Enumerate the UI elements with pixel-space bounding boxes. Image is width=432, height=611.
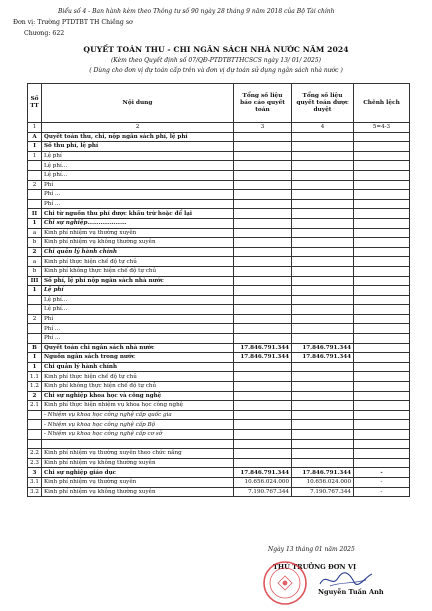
- row-stt: B: [28, 343, 42, 353]
- row-reported-value: 17.846.791.344: [234, 468, 292, 478]
- row-content: Kinh phí thực hiện nhiệm vụ khoa học công nghệ: [42, 401, 234, 411]
- row-approved-value: [292, 334, 354, 344]
- row-difference: [354, 449, 410, 459]
- row-reported-value: [234, 266, 292, 276]
- row-content: Nguồn ngân sách trong nước: [42, 353, 234, 363]
- row-reported-value: [234, 420, 292, 430]
- row-approved-value: [292, 324, 354, 334]
- row-content: Phí …: [42, 190, 234, 200]
- row-approved-value: [292, 218, 354, 228]
- table-row: [28, 199, 410, 209]
- col-number: 1: [28, 123, 42, 133]
- row-difference: [354, 420, 410, 430]
- row-difference: [354, 430, 410, 440]
- row-content: Chi sự nghiệp giáo dục: [42, 468, 234, 478]
- table-row: [28, 209, 410, 219]
- row-approved-value: [292, 295, 354, 305]
- row-approved-value: [292, 391, 354, 401]
- row-content: Kinh phí nhiệm vụ thường xuyên theo chức năng: [42, 449, 234, 459]
- row-reported-value: [234, 238, 292, 248]
- row-approved-value: [292, 439, 354, 449]
- row-approved-value: [292, 372, 354, 382]
- row-content: Kinh phí không thực hiện chế độ tự chủ: [42, 266, 234, 276]
- row-difference: [354, 372, 410, 382]
- row-reported-value: [234, 132, 292, 142]
- row-approved-value: [292, 209, 354, 219]
- header-content: Nội dung: [42, 84, 234, 123]
- row-difference: [354, 286, 410, 296]
- row-approved-value: [292, 151, 354, 161]
- table-row: [28, 247, 410, 257]
- row-stt: 1: [28, 218, 42, 228]
- row-reported-value: [234, 401, 292, 411]
- row-stt: [28, 439, 42, 449]
- row-approved-value: [292, 161, 354, 171]
- row-approved-value: 17.846.791.344: [292, 468, 354, 478]
- row-approved-value: [292, 180, 354, 190]
- row-reported-value: [234, 314, 292, 324]
- row-content: Kinh phí nhiệm vụ thường xuyên: [42, 228, 234, 238]
- row-difference: [354, 314, 410, 324]
- row-reported-value: [234, 151, 292, 161]
- row-difference: [354, 410, 410, 420]
- row-difference: -: [354, 477, 410, 487]
- row-reported-value: [234, 458, 292, 468]
- row-stt: b: [28, 266, 42, 276]
- row-reported-value: [234, 334, 292, 344]
- row-difference: -: [354, 487, 410, 497]
- row-stt: [28, 199, 42, 209]
- row-content: Số phí, lệ phí nộp ngân sách nhà nước: [42, 276, 234, 286]
- row-stt: [28, 420, 42, 430]
- row-difference: [354, 305, 410, 315]
- row-reported-value: 17.846.791.344: [234, 343, 292, 353]
- row-difference: [354, 218, 410, 228]
- table-row: [28, 372, 410, 382]
- row-content: Lệ phí…: [42, 295, 234, 305]
- row-content: Kinh phí nhiệm vụ không thường xuyên: [42, 238, 234, 248]
- row-approved-value: [292, 382, 354, 392]
- row-approved-value: [292, 276, 354, 286]
- row-stt: A: [28, 132, 42, 142]
- row-difference: [354, 170, 410, 180]
- row-approved-value: [292, 199, 354, 209]
- row-approved-value: [292, 257, 354, 267]
- row-content: Lệ phí…: [42, 170, 234, 180]
- row-reported-value: 10.656.024.000: [234, 477, 292, 487]
- row-difference: [354, 199, 410, 209]
- table-row: [28, 170, 410, 180]
- row-content: Chi từ nguồn thu phí được khấu trừ hoặc để lại: [42, 209, 234, 219]
- table-header-row: [28, 84, 410, 123]
- row-stt: 2.2: [28, 449, 42, 459]
- table-row: [28, 401, 410, 411]
- row-stt: 2: [28, 314, 42, 324]
- row-approved-value: [292, 170, 354, 180]
- row-stt: 3.1: [28, 477, 42, 487]
- row-difference: [354, 142, 410, 152]
- row-reported-value: [234, 449, 292, 459]
- row-reported-value: [234, 209, 292, 219]
- row-reported-value: [234, 170, 292, 180]
- row-content: Kinh phí thực hiện chế độ tự chủ: [42, 372, 234, 382]
- table-row: [28, 391, 410, 401]
- table-row: [28, 314, 410, 324]
- row-difference: [354, 343, 410, 353]
- row-reported-value: [234, 199, 292, 209]
- row-reported-value: [234, 228, 292, 238]
- table-row: [28, 276, 410, 286]
- row-content: Kinh phí không thực hiện chế độ tự chủ: [42, 382, 234, 392]
- table-row: [28, 190, 410, 200]
- row-difference: [354, 151, 410, 161]
- row-reported-value: [234, 247, 292, 257]
- row-content: Lệ phí: [42, 151, 234, 161]
- document-subtitle: (Kèm theo Quyết định số 07/QĐ-PTDTBTTHCSCS ngày 13/ 01/ 2025): [110, 57, 322, 64]
- row-stt: [28, 305, 42, 315]
- row-content: Phí …: [42, 334, 234, 344]
- document-title: QUYẾT TOÁN THU - CHI NGÂN SÁCH NHÀ NƯỚC NĂM 2024: [83, 45, 349, 54]
- table-row: [28, 343, 410, 353]
- row-approved-value: [292, 266, 354, 276]
- row-stt: a: [28, 257, 42, 267]
- table-row: [28, 324, 410, 334]
- row-approved-value: [292, 362, 354, 372]
- row-reported-value: [234, 430, 292, 440]
- table-row: [28, 362, 410, 372]
- row-stt: [28, 190, 42, 200]
- row-content: Chi quản lý hành chính: [42, 247, 234, 257]
- table-row: [28, 228, 410, 238]
- row-content: Số thu phí, lệ phí: [42, 142, 234, 152]
- row-content: Phí …: [42, 324, 234, 334]
- row-difference: [354, 276, 410, 286]
- row-content: Lệ phí…: [42, 305, 234, 315]
- row-content: Lệ phí: [42, 286, 234, 296]
- table-row: [28, 266, 410, 276]
- table-row: [28, 439, 410, 449]
- row-difference: [354, 266, 410, 276]
- header-difference: Chênh lệch: [354, 84, 410, 123]
- row-stt: 1: [28, 151, 42, 161]
- row-approved-value: [292, 430, 354, 440]
- table-row: [28, 468, 410, 478]
- row-difference: [354, 238, 410, 248]
- row-content: Chi sự nghiệp…………………: [42, 218, 234, 228]
- row-content: Chi sự nghiệp khoa học và công nghệ: [42, 391, 234, 401]
- row-approved-value: [292, 410, 354, 420]
- table-row: [28, 295, 410, 305]
- row-reported-value: [234, 362, 292, 372]
- row-reported-value: [234, 161, 292, 171]
- table-row: [28, 487, 410, 497]
- row-difference: [354, 190, 410, 200]
- signer-position: THỦ TRƯỞNG ĐƠN VỊ: [273, 563, 357, 571]
- row-content: - Nhiệm vụ khoa học công nghệ cấp quốc gia: [42, 410, 234, 420]
- row-stt: [28, 295, 42, 305]
- table-row: [28, 334, 410, 344]
- row-difference: [354, 362, 410, 372]
- table-body: [28, 123, 410, 497]
- row-stt: a: [28, 228, 42, 238]
- row-stt: III: [28, 276, 42, 286]
- row-difference: -: [354, 468, 410, 478]
- row-reported-value: [234, 372, 292, 382]
- official-seal: [262, 560, 308, 606]
- row-approved-value: [292, 238, 354, 248]
- row-content: Quyết toán thu, chi, nộp ngân sách phí, lệ phí: [42, 132, 234, 142]
- row-approved-value: [292, 142, 354, 152]
- row-stt: [28, 161, 42, 171]
- row-content: - Nhiệm vụ khoa học công nghệ cấp Bộ: [42, 420, 234, 430]
- row-difference: [354, 132, 410, 142]
- row-stt: 1: [28, 286, 42, 296]
- col-number: 3: [234, 123, 292, 133]
- row-reported-value: 17.846.791.344: [234, 353, 292, 363]
- row-reported-value: [234, 295, 292, 305]
- col-number: 5=4-3: [354, 123, 410, 133]
- row-content: Lệ phí…: [42, 161, 234, 171]
- row-content: Kinh phí nhiệm vụ thường xuyên: [42, 477, 234, 487]
- table-row: [28, 382, 410, 392]
- row-reported-value: [234, 305, 292, 315]
- form-reference-note: Biểu số 4 - Ban hành kèm theo Thông tư số 90 ngày 28 tháng 9 năm 2018 của Bộ Tài chính: [58, 8, 335, 15]
- row-reported-value: [234, 410, 292, 420]
- table-row: [28, 410, 410, 420]
- row-approved-value: [292, 132, 354, 142]
- row-content: Phí …: [42, 199, 234, 209]
- row-stt: 2: [28, 247, 42, 257]
- row-stt: 1.1: [28, 372, 42, 382]
- row-reported-value: [234, 382, 292, 392]
- header-stt: Số TT: [28, 84, 42, 123]
- row-content: Kinh phí nhiệm vụ không thường xuyên: [42, 458, 234, 468]
- table-row: [28, 180, 410, 190]
- row-difference: [354, 439, 410, 449]
- row-stt: 1: [28, 362, 42, 372]
- row-content: [42, 439, 234, 449]
- row-content: Phí: [42, 314, 234, 324]
- row-difference: [354, 209, 410, 219]
- column-number-row: [28, 123, 410, 133]
- row-reported-value: [234, 257, 292, 267]
- row-difference: [354, 382, 410, 392]
- row-difference: [354, 228, 410, 238]
- row-reported-value: [234, 142, 292, 152]
- handwritten-signature: [316, 570, 376, 590]
- row-approved-value: [292, 247, 354, 257]
- signature-date: Ngày 13 tháng 01 năm 2025: [268, 546, 355, 553]
- table-row: [28, 142, 410, 152]
- table-row: [28, 161, 410, 171]
- table-row: [28, 449, 410, 459]
- row-stt: 2: [28, 391, 42, 401]
- settlement-table: [27, 83, 410, 497]
- row-stt: 1.2: [28, 382, 42, 392]
- row-approved-value: [292, 190, 354, 200]
- row-approved-value: 7.190.767.344: [292, 487, 354, 497]
- row-approved-value: [292, 286, 354, 296]
- chapter-code: Chương: 622: [24, 30, 65, 37]
- table-row: [28, 477, 410, 487]
- table-row: [28, 353, 410, 363]
- row-difference: [354, 458, 410, 468]
- row-difference: [354, 180, 410, 190]
- row-reported-value: [234, 439, 292, 449]
- row-approved-value: [292, 449, 354, 459]
- row-stt: [28, 410, 42, 420]
- row-difference: [354, 324, 410, 334]
- table-row: [28, 132, 410, 142]
- row-stt: 2: [28, 180, 42, 190]
- row-stt: [28, 170, 42, 180]
- row-reported-value: [234, 276, 292, 286]
- row-content: Chi quản lý hành chính: [42, 362, 234, 372]
- row-stt: [28, 324, 42, 334]
- row-reported-value: [234, 180, 292, 190]
- row-approved-value: [292, 458, 354, 468]
- row-stt: 3: [28, 468, 42, 478]
- table-row: [28, 430, 410, 440]
- row-reported-value: [234, 190, 292, 200]
- table-row: [28, 458, 410, 468]
- table-row: [28, 420, 410, 430]
- row-difference: [354, 161, 410, 171]
- col-number: 4: [292, 123, 354, 133]
- row-difference: [354, 257, 410, 267]
- row-approved-value: 10.656.024.000: [292, 477, 354, 487]
- row-reported-value: 7.190.767.344: [234, 487, 292, 497]
- row-reported-value: [234, 324, 292, 334]
- table-row: [28, 218, 410, 228]
- row-stt: I: [28, 142, 42, 152]
- row-content: Phí: [42, 180, 234, 190]
- unit-name: Đơn vị: Trường PTDTBT TH Chiềng sơ: [13, 19, 133, 26]
- document-scope-note: ( Dùng cho đơn vị dự toán cấp trên và đơn vị dự toán sử dụng ngân sách nhà nước ): [89, 67, 343, 74]
- row-reported-value: [234, 218, 292, 228]
- row-content: Kinh phí thực hiện chế độ tự chủ: [42, 257, 234, 267]
- row-stt: 2.1: [28, 401, 42, 411]
- table-row: [28, 151, 410, 161]
- table-row: [28, 305, 410, 315]
- row-stt: II: [28, 209, 42, 219]
- row-stt: 2.3: [28, 458, 42, 468]
- table-row: [28, 238, 410, 248]
- row-approved-value: [292, 228, 354, 238]
- row-reported-value: [234, 391, 292, 401]
- row-approved-value: [292, 401, 354, 411]
- row-approved-value: [292, 305, 354, 315]
- table-row: [28, 286, 410, 296]
- signer-name: Nguyễn Tuấn Anh: [318, 588, 384, 596]
- row-approved-value: [292, 314, 354, 324]
- row-stt: I: [28, 353, 42, 363]
- col-number: 2: [42, 123, 234, 133]
- row-content: Kinh phí nhiệm vụ không thường xuyên: [42, 487, 234, 497]
- row-stt: [28, 334, 42, 344]
- row-approved-value: 17.846.791.344: [292, 353, 354, 363]
- header-approved-total: Tổng số liệu quyết toán được duyệt: [292, 84, 354, 123]
- row-approved-value: [292, 420, 354, 430]
- row-difference: [354, 353, 410, 363]
- row-content: - Nhiệm vụ khoa học công nghệ cấp cơ sở: [42, 430, 234, 440]
- row-difference: [354, 391, 410, 401]
- row-difference: [354, 401, 410, 411]
- row-stt: 3.2: [28, 487, 42, 497]
- table-row: [28, 257, 410, 267]
- row-difference: [354, 247, 410, 257]
- header-reported-total: Tổng số liệu báo cáo quyết toán: [234, 84, 292, 123]
- row-approved-value: 17.846.791.344: [292, 343, 354, 353]
- row-difference: [354, 295, 410, 305]
- row-reported-value: [234, 286, 292, 296]
- row-stt: b: [28, 238, 42, 248]
- row-content: Quyết toán chi ngân sách nhà nước: [42, 343, 234, 353]
- row-difference: [354, 334, 410, 344]
- row-stt: [28, 430, 42, 440]
